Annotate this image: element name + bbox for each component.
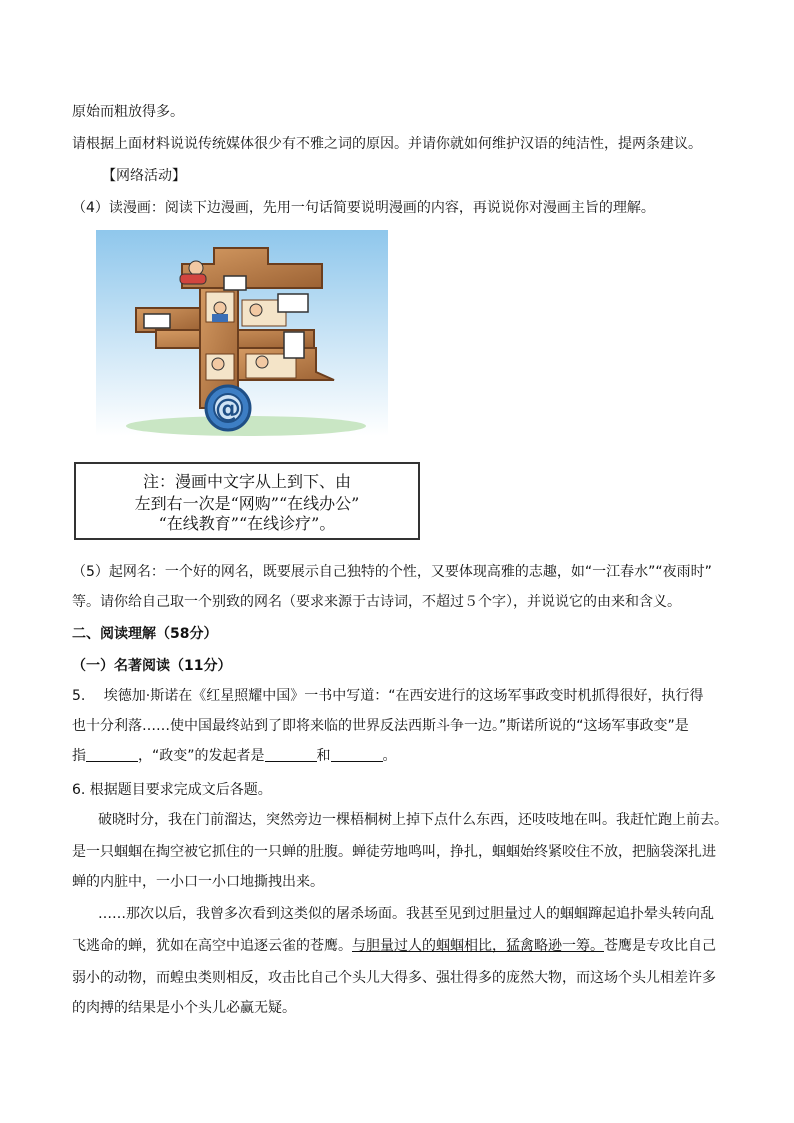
question-5-classics-cont: 也十分利落……使中国最终站到了即将来临的世界反法西斯斗争一边。”斯诺所说的“这场军事政变”是 [72, 718, 689, 734]
note-line-3: “在线教育”“在线诊疗”。 [158, 514, 336, 533]
question-5-classics: 5. 埃德加·斯诺在《红星照耀中国》一书中写道：“在西安进行的这场军事政变时机抓得很好，执行得 [72, 688, 704, 704]
fill-prefix: 指 [72, 748, 86, 764]
text-line: 原始而粗放得多。 [72, 104, 184, 120]
section-heading-reading: 二、阅读理解（58分） [72, 626, 218, 642]
fill-middle: ，“政变”的发起者是 [138, 748, 265, 764]
cartoon-illustration-icon [96, 230, 388, 436]
passage-line: 破晓时分，我在门前溜达，突然旁边一棵梧桐树上掉下点什么东西，还吱吱地在叫。我赶忙跑上前去。 [98, 812, 728, 828]
subsection-heading-classics: （一）名著阅读（11分） [72, 658, 232, 674]
passage-text: 飞逃命的蝉，犹如在高空中追逐云雀的苍鹰。 [72, 938, 352, 954]
fill-and: 和 [316, 748, 331, 764]
passage-line: 弱小的动物，而蝗虫类则相反，攻击比自己个头儿大得多、强壮得多的庞然大物，而这场个头儿相差许多 [72, 970, 716, 986]
question-5: （5）起网名：一个好的网名，既要展示自己独特的个性，又要体现高雅的志趣，如“一江春水”“夜雨时” [72, 564, 712, 580]
answer-blank-2[interactable] [265, 747, 317, 762]
passage-line: 的肉搏的结果是小个头儿必赢无疑。 [72, 1000, 296, 1016]
at-sign-icon: @ [215, 394, 241, 424]
passage-line: ……那次以后，我曾多次看到这类似的屠杀场面。我甚至见到过胆量过人的蝈蝈蹿起追扑晕头转向乱 [98, 906, 714, 922]
fill-end: 。 [382, 748, 397, 764]
passage-text: 苍鹰是专攻比自己 [604, 938, 716, 954]
question-5-fill-line [72, 746, 732, 766]
comic-note-box [74, 462, 420, 540]
comic-illustration [96, 230, 388, 436]
answer-blank-3[interactable] [331, 747, 383, 762]
passage-line [72, 936, 732, 956]
question-6: 6. 根据题目要求完成文后各题。 [72, 782, 272, 798]
underlined-sentence: 与胆量过人的蝈蝈相比，猛禽略逊一筹。 [352, 938, 604, 954]
section-heading-network: 【网络活动】 [102, 168, 186, 184]
passage-line: 蝉的内脏中，一小口一小口地撕拽出来。 [72, 874, 324, 890]
passage-line: 是一只蝈蝈在掏空被它抓住的一只蝉的肚腹。蝉徒劳地鸣叫，挣扎，蝈蝈始终紧咬住不放，把脑袋深扎进 [72, 844, 716, 860]
question-line: 请根据上面材料说说传统媒体很少有不雅之词的原因。并请你就如何维护汉语的纯洁性，提两条建议。 [72, 136, 702, 152]
note-line-1: 注：漫画中文字从上到下、由 [142, 472, 351, 491]
answer-blank-1[interactable] [86, 747, 138, 762]
question-5-cont: 等。请你给自己取一个别致的网名（要求来源于古诗词，不超过５个字），并说说它的由来和含义。 [72, 594, 681, 610]
question-4: （4）读漫画：阅读下边漫画，先用一句话简要说明漫画的内容，再说说你对漫画主旨的理解。 [72, 200, 655, 216]
note-line-2: 左到右一次是“网购”“在线办公” [134, 494, 360, 513]
